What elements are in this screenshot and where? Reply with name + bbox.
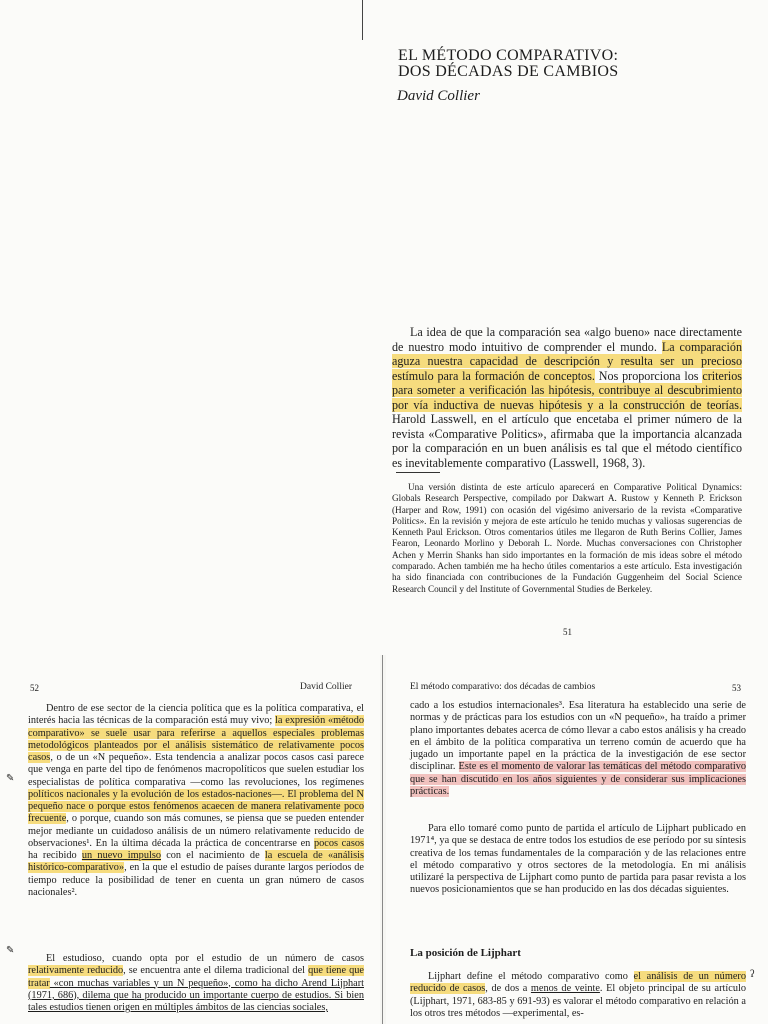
running-head: El método comparativo: dos décadas de cambios (410, 682, 596, 692)
book-page-53 (386, 655, 768, 1024)
highlight: políticos nacionales y la evolución de los estados-naciones—. El problema del N pequeño nace o porque estos fenómenos acaecen de manera relativamente poco frecuente (28, 788, 364, 825)
chapter-title (398, 48, 618, 80)
highlight: la expresión «método comparativo» se suele usar para referirse a aquellos especiales problemas metodológicos planteados por el análisis sistemático de relativamente pocos casos (28, 715, 364, 763)
margin-mark-icon: ✎ (6, 945, 15, 956)
page-number: 52 (30, 683, 39, 693)
body-paragraph: El estudioso, cuando opta por el estudio de un número de casos relativamente reducido, se encuentra ante el dilema tradicional del que tiene que tratar «con muchas variables y un N pequeño», como ha dicho Arend Lijphart (1971, 686), dilema que ha producido un importante cuerpo de estudios. Si bien tales estudios tienen origen en múltiples ámbitos de las ciencias sociales, (28, 953, 364, 1013)
body-paragraph: Para ello tomaré como punto de partida el artículo de Lijphart publicado en 1971⁴, ya que se destaca de entre todos los estudios de ese período por su síntesis creativa de los temas fundamentales de la comparación y de las relaciones entre el método comparativo y otros sectores de la metodología. En mi análisis utilizaré la perspectiva de Lijphart como punto de partida para pasar revista a los nuevos posicionamientos que se han producido en las dos décadas siguientes. (410, 823, 746, 896)
margin-mark-icon: ʔ (750, 969, 755, 980)
body-paragraph: Lijphart define el método comparativo como el análisis de un número reducido de casos, de dos a menos de veinte. El objeto principal de su artículo (Lijphart, 1971, 683-85 y 691-93) es valorar el método comparativo en relación a los otros tres métodos —experimental, es- (410, 971, 746, 1019)
highlight: relativamente reducido (28, 965, 124, 977)
page-number: 53 (732, 683, 741, 693)
chapter-author: David Collier (397, 88, 480, 104)
chapter-title-line-1: EL MÉTODO COMPARATIVO: (398, 47, 619, 64)
highlight: la escuela de «análisis histórico-comparativo» (28, 850, 364, 874)
footnote-rule (396, 472, 440, 473)
page-fold-line (362, 0, 363, 40)
running-head: David Collier (300, 682, 352, 692)
highlight: criterios para someter a verificación las hipótesis, contribuye al descubrimiento por vía inductiva de nuevas hipótesis y a la construcción de teorías. (392, 368, 742, 412)
footnote: Una versión distinta de este artículo aparecerá en Comparative Political Dynamics: Globals Research Perspective, compilado por Dakwart A. Rustow y Kenneth P. Erickson (Harper and Row, 1991) con ocasión del vigésimo aniversario de la revista «Comparative Politics». En la revisión y mejora de este artículo he tenido muchas y valiosas sugerencias de Kenneth Paul Erickson. Otros comentarios útiles me llegaron de Ruth Berins Collier, James Fearon, Leonardo Morlino y Deborah L. Norde. Muchas conversaciones con Christopher Achen y Merrin Shanks han sido importantes en la formación de mis ideas sobre el método comparado. Achen también me ha hecho útiles comentarios a este artículo. Esta investigación ha sido financiada con contribuciones de la Fundación Guggenheim del Social Science Research Council y del Institute of Governmental Studies de Berkeley. (392, 482, 742, 594)
section-heading: La posición de Lijphart (410, 947, 521, 959)
highlight: pocos casos (313, 837, 364, 849)
book-page-52 (0, 655, 380, 1024)
body-paragraph: Dentro de ese sector de la ciencia política que es la política comparativa, el interés hacia las técnicas de la comparación está muy vivo; la expresión «método comparativo» se suele usar para referirse a aquellos especiales problemas metodológicos planteados por el análisis sistemático de relativamente pocos casos, o de un «N pequeño». Esta tendencia a analizar pocos casos casi parece que venga en parte del tipo de fenómenos macropolíticos que suelen estudiar los especialistas de política comparativa —como las revoluciones, los regímenes políticos nacionales y la evolución de los estados-naciones—. El problema del N pequeño nace o porque estos fenómenos acaecen de manera relativamente poco frecuente, o porque, cuando son más comunes, se piensa que se pueden entender mejor mediante un cuidadoso análisis de un número relativamente reducido de observaciones¹. En la última década la práctica de concentrarse en pocos casos ha recibido un nuevo impulso con el nacimiento de la escuela de «análisis histórico-comparativo», en la que el estudio de países durante largos períodos de tiempo reduce la posibilidad de tener en cuenta un gran número de casos nacionales². (28, 703, 364, 898)
highlight: el análisis de un número reducido de casos (410, 971, 746, 995)
margin-mark-icon: ✎ (6, 773, 15, 784)
highlight: un nuevo impulso (81, 850, 161, 861)
body-paragraph: cado a los estudios internacionales³. Esa literatura ha establecido una serie de normas y de prácticas para los estudios con un «N pequeño», ha traído a primer plano importantes debates acerca de cómo llevar a cabo estos análisis y ha creado en el ámbito de la política comparativa un terreno común de acuerdo que ha jugado un importante papel en la práctica de la investigación de ese sector disciplinar. Este es el momento de valorar las temáticas del método comparativo que se han discutido en los años siguientes y de considerar sus implicaciones prácticas. (410, 700, 746, 797)
page-number: 51 (563, 627, 572, 637)
highlight: La comparación aguza nuestra capacidad de descripción y resulta ser un precioso estímulo para la formación de conceptos. (392, 339, 742, 383)
gutter-line (382, 655, 383, 1024)
chapter-title-line-2: DOS DÉCADAS DE CAMBIOS (398, 63, 619, 80)
highlight: Este es el momento de valorar las temáticas del método comparativo que se han discutido en los años siguientes y de considerar sus implicaciones prácticas. (410, 761, 746, 797)
intro-paragraph: La idea de que la comparación sea «algo bueno» nace directamente de nuestro modo intuitivo de comprender el mundo. La comparación aguza nuestra capacidad de descripción y resulta ser un precioso estímulo para la formación de conceptos. Nos proporciona los criterios para someter a verificación las hipótesis, contribuye al descubrimiento por vía inductiva de nuevas hipótesis y a la construcción de teorías. Harold Lasswell, en el artículo que encetaba el primer número de la revista «Comparative Politics», afirmaba que la importancia alcanzada por la comparación en un buen análisis es tal que el método científico es inevitablemente comparativo (Lasswell, 1968, 3). (392, 325, 742, 470)
highlight: que tiene que tratar (28, 965, 364, 989)
